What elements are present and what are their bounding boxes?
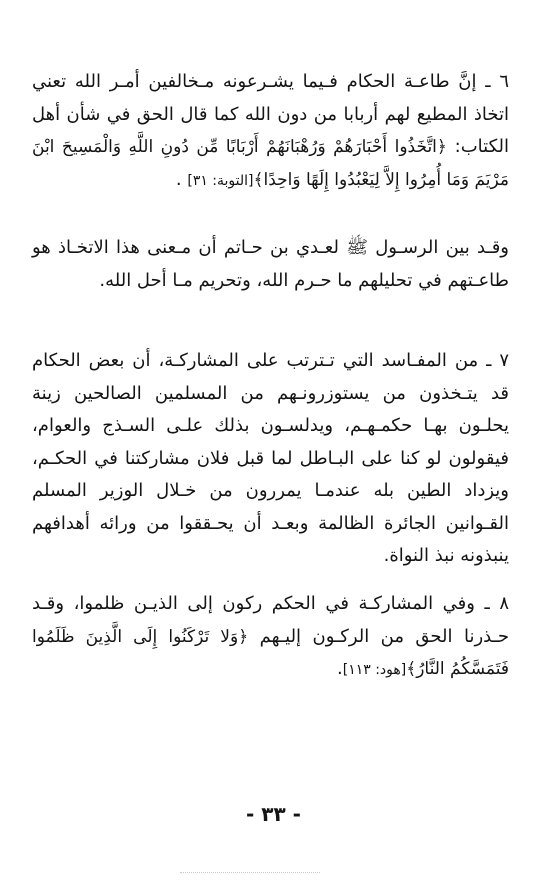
verse-reference: [التوبة: ٣١] (187, 172, 254, 189)
paragraph-hadith (32, 232, 509, 297)
page-number: - ٣٣ - (246, 802, 301, 826)
paragraph-text: ٨ ـ وفي المشاركـة في الحكم ركون إلى الذيـن ظلموا، وقـد حـذرنا الحق من الركـون إليـهم (32, 593, 509, 647)
paragraph-text: وقـد بين الرسـول ﷺ لعـدي بن حـاتم أن مـعنى هذا الاتخـاذ هو طاعـتهم في تحليلهم ما حـرم الله، وتحريم مـا أحل الله. (32, 237, 509, 291)
quran-verse: ﴿وَلا تَرْكَنُوا إِلَى الَّذِينَ ظَلَمُوا فَتَمَسَّكُمُ النَّارُ﴾ (32, 626, 509, 679)
paragraph-text: ٧ ـ من المفـاسد التي تـترتب على المشاركـة، أن بعض الحكام قد يتـخذون من يستوزرونـهم من المسلمين الصالحين زينة يحلـون بهـا حكمـهـم، ويدلسـون بذلك علـى السـذج والعوام، فيقولون لو كنا على البـاطل لما قبل فلان مشاركتنا في الحكـم، ويزداد الطين بله عندمـا يمررون من خـلال الوزير المسلم القـوانين الجائرة الظالمة وبعـد أن يحـققوا من ورائه أهدافهم ينبذونه نبذ النواة. (32, 350, 509, 566)
quran-verse: ﴿اتَّخَذُوا أَحْبَارَهُمْ وَرُهْبَانَهُمْ أَرْبَابًا مِّن دُونِ اللَّهِ وَالْمَسِيحَ ابْنَ مَرْيَمَ وَمَا أُمِرُوا إِلاَّ لِيَعْبُدُوا إِلَهًا وَاحِدًا﴾ (32, 137, 509, 190)
scan-specks (180, 872, 320, 876)
verse-reference: [هود: ١١٣] (342, 662, 407, 678)
paragraph-end: . (175, 168, 188, 190)
paragraph-text: ٦ ـ إنَّ طاعـة الحكام فـيما يشـرعونه مـخالفين أمـر الله تعني اتخاذ المطيع لهم أربابا من دون الله كما قال الحق في شأن أهل الكتاب: (32, 71, 509, 157)
paragraph-8 (32, 588, 509, 687)
paragraph-end: . (337, 658, 343, 679)
paragraph-7 (32, 345, 509, 573)
paragraph-6 (32, 66, 509, 197)
